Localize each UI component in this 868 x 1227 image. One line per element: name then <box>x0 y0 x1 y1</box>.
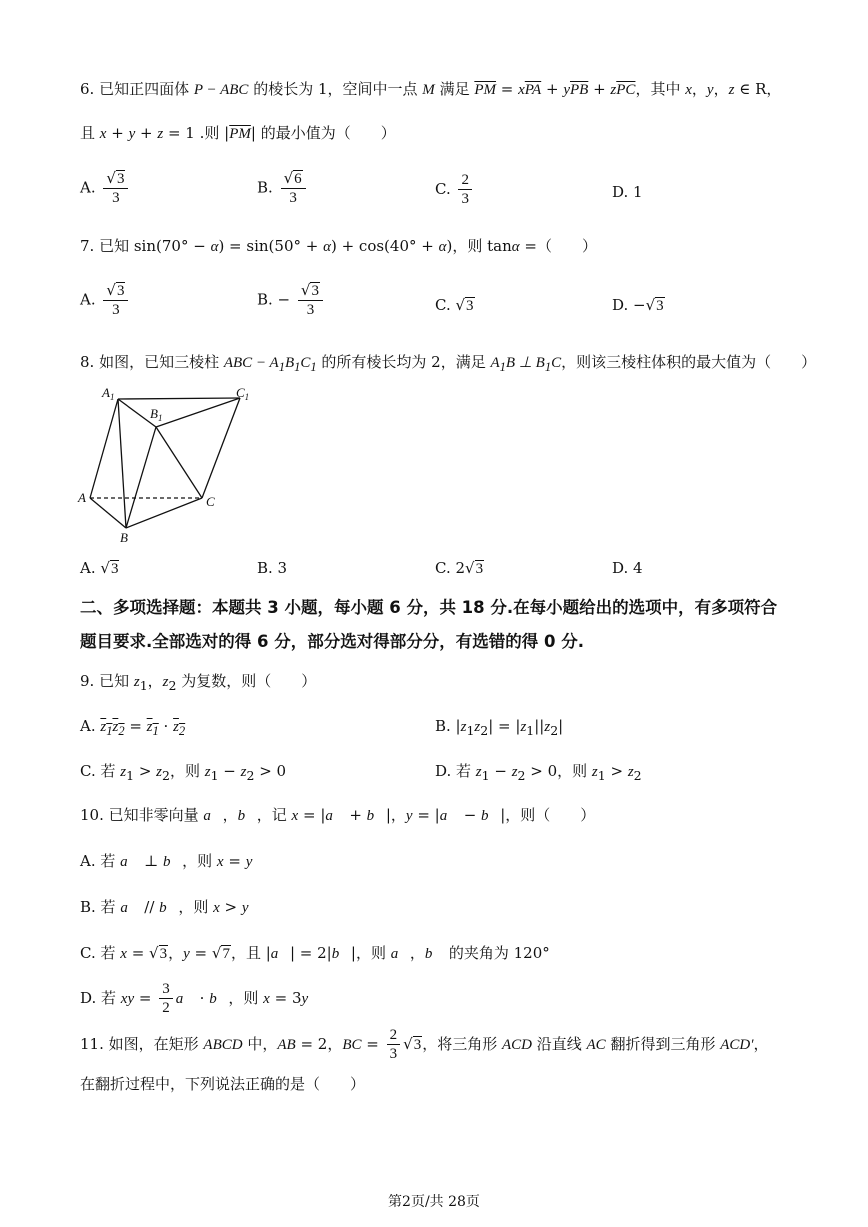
section2-header-line2: 题目要求.全部选对的得 6 分，部分选对得部分分，有选错的得 0 分. <box>80 632 584 651</box>
edge-bb1 <box>126 427 156 528</box>
q9-option-c: C. 若 $z_1 > z_2$，则 $z_1 - z_2 > 0$ <box>80 762 287 783</box>
q9-stem: 9. 已知 $z_1$，$z_2$ 为复数，则（ ） <box>80 672 317 693</box>
label-b: B <box>120 530 128 545</box>
q6-stem-line2: 且 x + y + z = 1 .则 $|\overline{PM}|$ 的最小值为（ ） <box>80 124 396 142</box>
q6-option-a: A. $\frac{√3}{3}$ <box>80 170 131 207</box>
prism-figure <box>78 384 258 544</box>
q8-option-d: D. 4 <box>612 559 643 577</box>
edge-b1c1 <box>156 398 240 427</box>
q9-option-b: B. $|z_1z_2| = |z_1||z_2|$ <box>435 717 564 738</box>
q7-option-a: A. $\frac{√3}{3}$ <box>80 282 131 319</box>
q11-stem-line1: 11. 如图，在矩形 ABCD 中，AB = 2，BC = $\frac{2}{3}$ √3，将三角形 ACD 沿直线 AC 翻折得到三角形 ACD′， <box>80 1027 769 1062</box>
edge-bc <box>126 498 202 528</box>
q8-option-c: C. 2√3 <box>435 559 484 577</box>
q8-option-b: B. 3 <box>257 559 288 577</box>
q11-stem-line2: 在翻折过程中，下列说法正确的是（ ） <box>80 1075 366 1093</box>
q7-option-d: D. −√3 <box>612 296 664 314</box>
prism-diagram <box>78 384 258 544</box>
q9-option-d: D. 若 $z_1 - z_2 > 0$，则 $z_1 > z_2$ <box>435 762 642 783</box>
q8-stem: 8. 如图，已知三棱柱 ABC − $A_1B_1C_1$ 的所有棱长均为 2，满足 $A_1B$ ⊥ $B_1C$，则该三棱柱体积的最大值为（ ） <box>80 353 817 374</box>
q6-option-c: C. $\frac{2}{3}$ <box>435 172 475 208</box>
q10-stem: 10. 已知非零向量 a⃗，b⃗，记 x = |a⃗ + b⃗|，y = |a⃗ − b⃗|，则（ ） <box>80 806 596 824</box>
q7-option-b: B. − $\frac{√3}{3}$ <box>257 282 326 319</box>
q6-option-d: D. 1 <box>612 183 643 201</box>
page-footer: 第2页/共 28页 <box>388 1194 480 1210</box>
q10-option-b: B. 若 a⃗ // b⃗，则 x > y <box>80 898 249 916</box>
q6-stem-line1: 6. 已知正四面体 P − ABC 的棱长为 1，空间中一点 M 满足 $\overline{PM} = x\overline{PA} + y\overline{PB} + z\overline{PC}$，其中 x，y，z ∈ R， <box>80 80 782 98</box>
q6-option-b: B. $\frac{√6}{3}$ <box>257 170 309 207</box>
edge-aa1 <box>90 399 118 498</box>
label-b1: $B_1$ <box>150 406 163 423</box>
q10-option-c: C. 若 x = √3，y = √7，且 |a⃗| = 2|b⃗|，则 a⃗，b⃗ 的夹角为 120° <box>80 944 550 962</box>
q8-option-a: A. √3 <box>80 559 119 577</box>
section2-header-line1: 二、多项选择题：本题共 3 小题，每小题 6 分，共 18 分.在每小题给出的选项中，有多项符合 <box>80 598 778 617</box>
q9-option-a: A. $z_1z_2 = z_1 \cdot z_2$ <box>80 717 186 738</box>
label-a1: $A_1$ <box>102 385 115 402</box>
edge-b1c <box>156 427 202 498</box>
edge-a1b <box>118 399 126 528</box>
label-a: A <box>78 490 86 505</box>
label-c1: $C_1$ <box>236 385 250 402</box>
edge-a1c1 <box>118 398 240 399</box>
q7-stem: 7. 已知 sin(70° − α) = sin(50° + α) + cos(40° + α)，则 tanα =（ ） <box>80 237 597 255</box>
q7-option-c: C. √3 <box>435 296 474 314</box>
label-c: C <box>206 494 215 509</box>
edge-ab <box>90 498 126 528</box>
edge-cc1 <box>202 398 240 498</box>
q10-option-a: A. 若 a⃗ ⊥ b⃗，则 x = y <box>80 852 253 870</box>
q10-option-d: D. 若 xy = $\frac{3}{2}$ a⃗ · b⃗，则 x = 3y <box>80 981 309 1016</box>
